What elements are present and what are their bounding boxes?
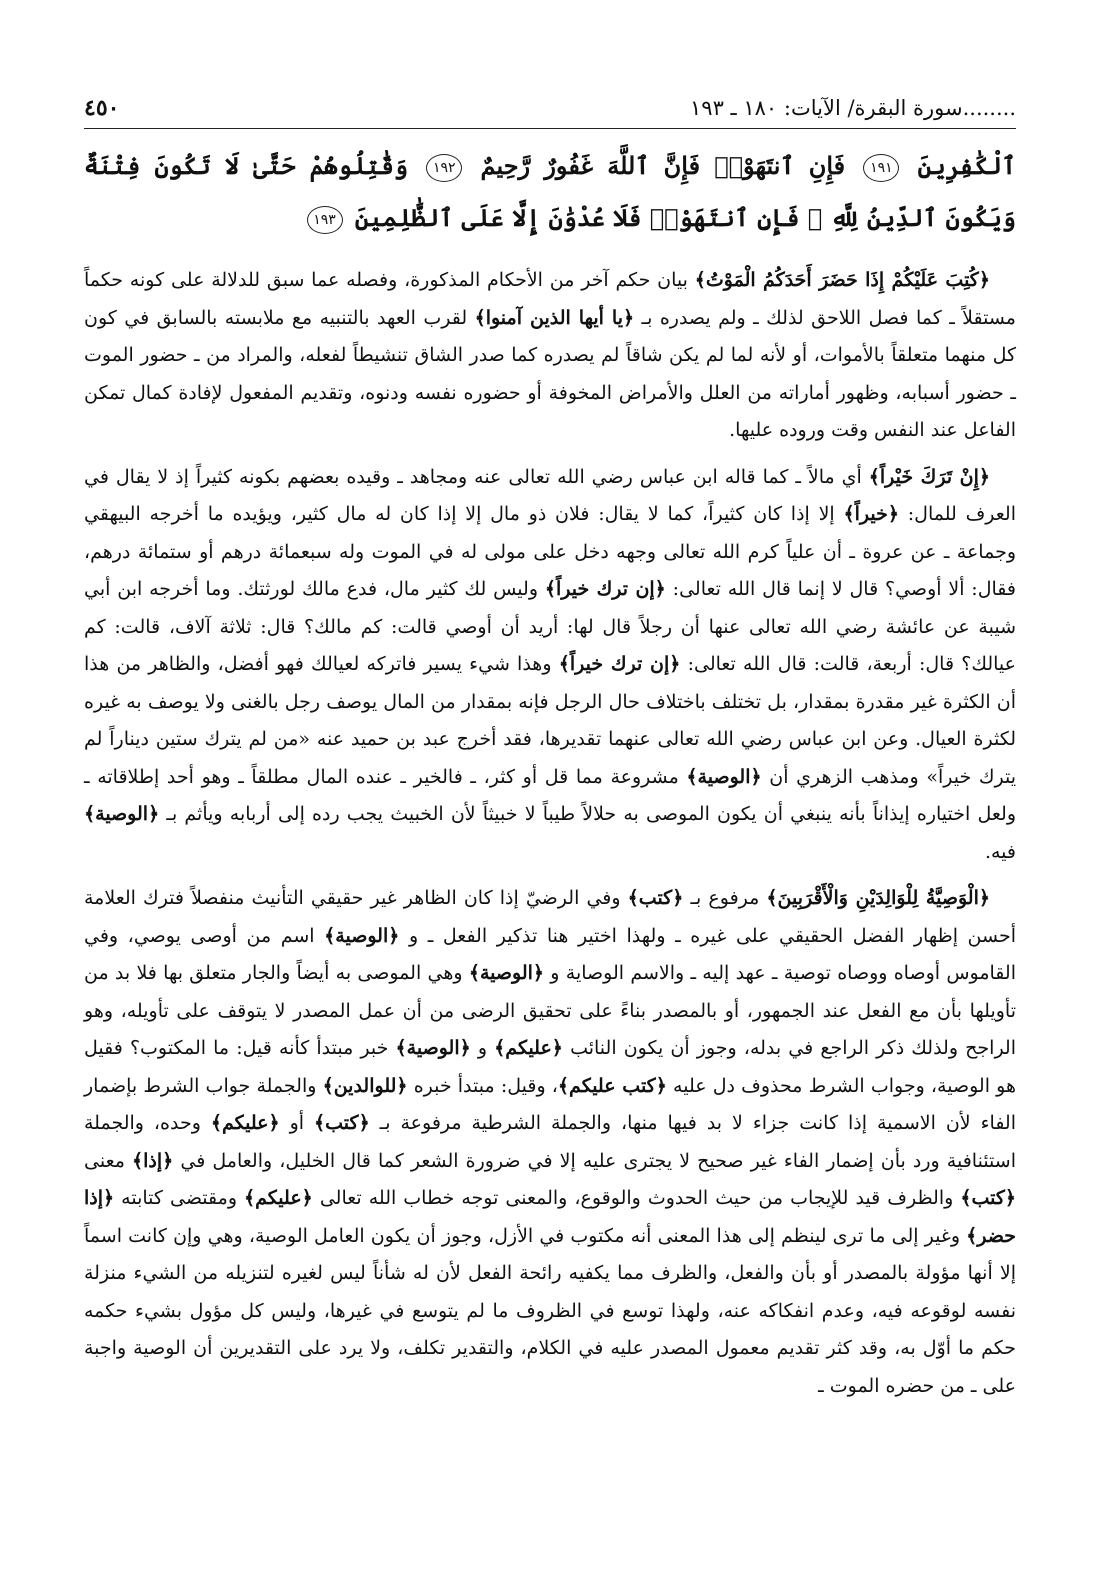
commentary-paragraph	[84, 880, 1016, 1405]
commentary-text: فيه.	[984, 840, 1016, 863]
quran-quote: ﴿عليكم﴾	[210, 1112, 280, 1134]
commentary-text: وحده، والجملة استئنافية ورد بأن إضمار الفاء غير صحيح لا يجترى عليه إلا في ضرورة الشعر كما قال الخليل، والعامل في	[84, 1112, 1016, 1172]
commentary-text: وهي الموصى به أيضاً والجار متعلق بها فلا بد من تأويلها بأن مع الفعل عند الجمهور، أو بالمصدر بناءً على تحقيق الرضى من أن عمل المصدر لا يتوقف على تأويله، وهو الراجح ولذلك ذكر الراجع في بدله، وجوز أن يكون النائب	[84, 962, 1016, 1059]
commentary-text: و	[470, 1037, 495, 1059]
commentary-text: والجملة جواب الشرط بإضمار الفاء لأن الاسمية إذا كانت جزاء لا بد فيها منها، والجملة الشرطية مرفوعة بـ	[84, 1074, 1016, 1134]
quran-quote: ﴿إِنْ تَرَكَ خَيْراً﴾	[868, 465, 991, 488]
quran-quote: ﴿عليكم﴾	[494, 1037, 563, 1059]
commentary-text: معنى	[84, 1149, 132, 1172]
commentary-body	[84, 262, 1016, 1414]
quran-quote: ﴿كتب﴾	[314, 1112, 370, 1134]
quran-quote: ﴿كتب﴾	[960, 1187, 1017, 1209]
commentary-text: لقرب العهد بالتنبيه مع ملابسته بالسابق في كون كل منهما متعلقاً بالأموات، أو لأنه لما لم يكن شاقاً لم يصدره كما صدر الشاق تنشيطاً لفعله، والمراد من ـ حضور الموت ـ حضور أسبابه، وظهور أماراته من العلل والأمراض المخوفة أو حضوره نفسه ودنوه، وتقديم المفعول لإفادة كمال تمكن الفاعل عند النفس وقت وروده عليها.	[84, 306, 1017, 441]
quran-quote: ﴿الوصية﴾	[395, 1037, 471, 1059]
quran-quote: ﴿كتب﴾	[627, 887, 684, 909]
commentary-paragraph	[84, 459, 1016, 872]
quran-quote: ﴿كُتِبَ عَلَيْكُمْ إِذَا حَضَرَ أَحَدَكُمُ الْمَوْتُ﴾	[694, 269, 990, 291]
quran-quote: ﴿إن ترك خيراً﴾	[558, 653, 681, 675]
quran-quote: ﴿الْوَصِيَّةُ لِلْوَالِدَيْنِ وَالْأَقْرَبِينَ﴾	[766, 887, 991, 909]
quran-quote: ﴿للوالدين﴾	[322, 1074, 408, 1097]
quran-quote: ﴿إذا﴾	[132, 1149, 174, 1172]
quran-quote: ﴿كتب عليكم﴾	[557, 1074, 667, 1097]
verse-text: وَقَٰتِلُوهُمْ حَتَّىٰ لَا تَكُونَ فِتْنَةٌ وَيَكُونَ ٱلدِّينُ لِلَّهِ ۖ فَإِنِ ٱنتَهَوْا۟ فَلَا عُدْوَٰنَ إِلَّا عَلَى ٱلظَّٰلِمِينَ	[84, 151, 1016, 232]
quran-quote: ﴿الوصية﴾	[686, 765, 762, 788]
quran-quote: ﴿إن ترك خيراً﴾	[544, 578, 666, 600]
quran-quote: ﴿يا أيها الذين آمنوا﴾	[474, 306, 635, 329]
commentary-text: والظرف قيد للإيجاب من حيث الحدوث والوقوع، والمعنى توجه خطاب الله تعالى	[312, 1187, 961, 1209]
verse-text: ٱلْكَٰفِرِينَ	[917, 151, 1017, 180]
commentary-text: وليس لك كثير مال، فدع مالك لورثتك. وما أخرجه ابن أبي شيبة عن عائشة رضي الله تعالى عنها أن رجلاً قال لها: أريد أن أوصي قالت: كم مالك؟ قال: ثلاثة آلاف، قالت: كم عيالك؟ قال: أربعة، قالت: قال الله تعالى:	[84, 578, 1016, 675]
commentary-text: وفي الرضيّ إذا كان الظاهر غير حقيقي التأنيث منفصلاً فترك العلامة أحسن إظهار الفضل الحقيقي على غيره ـ ولهذا اختير هنا تذكير الفعل ـ و	[84, 887, 1016, 947]
commentary-text: وهذا شيء يسير فاتركه لعيالك فهو أفضل، والظاهر من هذا أن الكثرة غير مقدرة بمقدار، بل تختلف باختلاف حال الرجل فإنه بمقدار من المال يوصف رجل بالغنى ولا يوصف به غيره لكثرة العيال. وعن ابن عباس رضي الله تعالى عنهما تقديرها، فقد أخرج عبد بن حميد عنه «من لم يترك ستين ديناراً لم يترك خيراً» ومذهب الزهري أن	[84, 653, 1016, 788]
commentary-text: وغير إلى ما ترى لينظم إلى هذا المعنى أنه مكتوب في الأزل، وجوز أن يكون العامل الوصية، وهي وإن كانت اسماً إلا أنها مؤولة بالمصدر أو بأن والفعل، والظرف مما يكفيه رائحة الفعل لأن له شأناً ليس لغيره لتنزيله من الشيء منزلة نفسه لوقوعه فيه، وعدم انفكاكه عنه، ولهذا توسع في الظروف ما لم يتوسع في غيرها، وليس كل مؤول بشيء حكمه حكم ما أوّل به، وقد كثر تقديم معمول المصدر عليه في الكلام، والتقدير تكلف، ولا يرد على التقديرين أن الوصية واجبة على ـ من حضره الموت ـ	[84, 1224, 1016, 1397]
commentary-text: مرفوع بـ	[683, 887, 767, 909]
commentary-text: اسم من أوصى يوصي، وفي القاموس أوصاه ووصاه توصية ـ عهد إليه ـ والاسم الوصاية و	[84, 924, 1016, 984]
page-number: ٤٥٠	[84, 95, 120, 121]
verse-number-marker: ١٩١	[863, 154, 899, 182]
quran-quote: ﴿إذا حضر﴾	[84, 1187, 1016, 1247]
commentary-text: خبر مبتدأ كأنه قيل: ما المكتوب؟ فقيل هو الوصية، وجواب الشرط محذوف دل عليه	[84, 1037, 1016, 1097]
quran-quote: ﴿الوصية﴾	[324, 924, 400, 947]
quran-verses	[84, 140, 1016, 244]
verse-number-marker: ١٩٢	[426, 154, 462, 182]
quran-quote: ﴿الوصية﴾	[84, 803, 160, 825]
commentary-text: بيان حكم آخر من الأحكام المذكورة، وفصله عما سبق للدلالة على كونه حكماً مستقلاً ـ كما فصل اللاحق لذلك ـ ولم يصدره بـ	[84, 269, 1016, 329]
commentary-text: ومقتضى كتابته	[114, 1187, 245, 1209]
quran-quote: ﴿خيراً﴾	[843, 503, 899, 525]
quran-quote: ﴿عليكم﴾	[244, 1187, 313, 1209]
commentary-text: إلا إذا كان كثيراً، كما لا يقال: فلان ذو مال إلا إذا كان له مال كثير، ويؤيده ما أخرجه البيهقي وجماعة ـ عن عروة ـ أن علياً كرم الله تعالى وجهه دخل على مولى له في الموت وله سبعمائة درهم أو ستمائة درهم، فقال: ألا أوصي؟ قال لا إنما قال الله تعالى:	[84, 503, 1016, 600]
surah-title: ........سورة البقرة/ الآيات: ١٨٠ ـ ١٩٣	[690, 96, 1016, 120]
commentary-text: أي مالاً ـ كما قاله ابن عباس رضي الله تعالى عنه ومجاهد ـ وقيده بعضهم بكونه كثيراً إذ لا يقال في العرف للمال:	[84, 465, 1016, 525]
commentary-text: مشروعة مما قل أو كثر، ـ فالخير ـ عنده المال مطلقاً ـ وهو أحد إطلاقاته ـ ولعل اختياره إيذاناً بأنه ينبغي أن يكون الموصى به حلالاً طيباً لا خبيثاً لأن الخبيث يجب رده إلى أربابه ويأثم بـ	[84, 765, 1016, 825]
commentary-text: أو	[279, 1112, 315, 1134]
verse-number-marker: ١٩٣	[307, 206, 343, 234]
quran-quote: ﴿الوصية﴾	[468, 962, 545, 984]
verse-text: فَإِنِ ٱنتَهَوْا۟ فَإِنَّ ٱللَّهَ غَفُورٌ رَّحِيمٌ	[480, 151, 846, 180]
commentary-text: ، وقيل: مبتدأ خبره	[407, 1074, 558, 1097]
page-header	[84, 88, 1016, 129]
commentary-paragraph	[84, 262, 1016, 450]
